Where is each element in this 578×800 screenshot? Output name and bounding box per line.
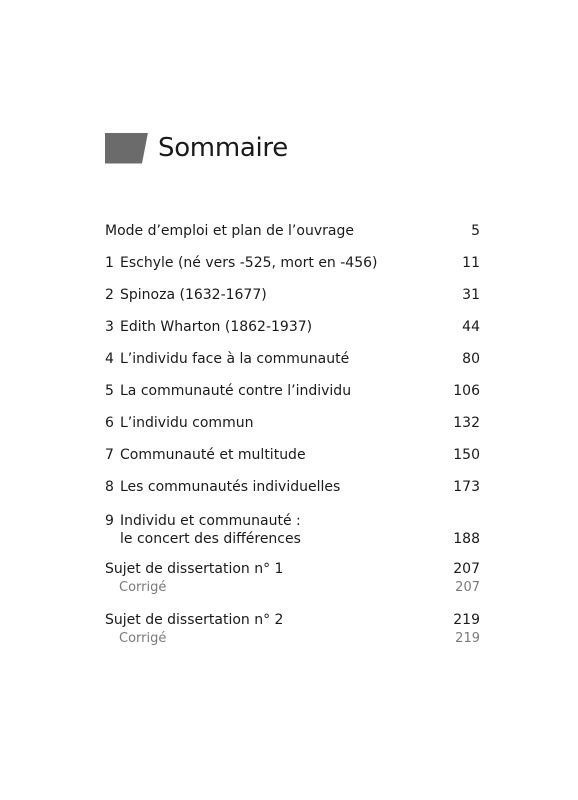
toc-entry-chapter-3 bbox=[105, 318, 480, 336]
toc-entry-page: 150 bbox=[453, 447, 480, 463]
toc-entry-page: 219 bbox=[453, 612, 480, 628]
title-marker-shape bbox=[105, 133, 148, 164]
toc-entry-label: Corrigé bbox=[119, 580, 167, 595]
chapter-number: 6 bbox=[105, 415, 114, 431]
chapter-number: 4 bbox=[105, 351, 114, 367]
chapter-number: 8 bbox=[105, 479, 114, 495]
toc-entry-label: La communauté contre l’individu bbox=[120, 383, 352, 399]
page-title-block bbox=[105, 131, 288, 165]
toc-entry-chapter-6 bbox=[105, 414, 480, 432]
toc-entry-subject-1 bbox=[105, 560, 480, 578]
chapter-number: 5 bbox=[105, 383, 114, 399]
toc-entry-page: 44 bbox=[462, 319, 480, 335]
toc-entry-chapter-9 bbox=[105, 512, 480, 548]
toc-entry-page: 207 bbox=[455, 580, 480, 595]
toc-entry-label: Eschyle (né vers -525, mort en -456) bbox=[120, 255, 378, 271]
toc-entry-chapter-4 bbox=[105, 350, 480, 368]
toc-entry-label: Communauté et multitude bbox=[120, 447, 306, 463]
chapter-number: 7 bbox=[105, 447, 114, 463]
toc-entry-label: L’individu face à la communauté bbox=[120, 351, 350, 367]
toc-entry-subject-2 bbox=[105, 611, 480, 629]
toc-entry-label: Sujet de dissertation n° 1 bbox=[105, 561, 284, 577]
toc-entry-label: Individu et communauté : le concert des différences bbox=[120, 513, 301, 547]
toc-entry-corrige-1 bbox=[105, 579, 480, 597]
toc-entry-page: 219 bbox=[455, 631, 480, 646]
toc-entry-chapter-8 bbox=[105, 478, 480, 496]
toc-entry-chapter-5 bbox=[105, 382, 480, 400]
toc-entry-label: Edith Wharton (1862-1937) bbox=[120, 319, 313, 335]
chapter-number: 3 bbox=[105, 319, 114, 335]
toc-entry-page: 188 bbox=[453, 531, 480, 547]
toc-entry-chapter-7 bbox=[105, 446, 480, 464]
chapter-number: 9 bbox=[105, 513, 114, 529]
page-title: Sommaire bbox=[158, 133, 288, 163]
toc-entry-label: Sujet de dissertation n° 2 bbox=[105, 612, 284, 628]
toc-entry-page: 106 bbox=[453, 383, 480, 399]
toc-entry-label: Les communautés individuelles bbox=[120, 479, 341, 495]
toc-entry-label: L’individu commun bbox=[120, 415, 254, 431]
toc-entry-page: 132 bbox=[453, 415, 480, 431]
toc-entry-chapter-2 bbox=[105, 286, 480, 304]
toc-entry-chapter-1 bbox=[105, 254, 480, 272]
toc-entry-intro bbox=[105, 222, 480, 240]
toc-entry-page: 5 bbox=[471, 223, 480, 239]
toc-entry-page: 31 bbox=[462, 287, 480, 303]
toc-entry-page: 173 bbox=[453, 479, 480, 495]
toc-entry-corrige-2 bbox=[105, 630, 480, 648]
toc-entry-page: 11 bbox=[462, 255, 480, 271]
chapter-number: 2 bbox=[105, 287, 114, 303]
toc-entry-label: Corrigé bbox=[119, 631, 167, 646]
chapter-number: 1 bbox=[105, 255, 114, 271]
toc-entry-label: Spinoza (1632-1677) bbox=[120, 287, 267, 303]
toc-entry-label: Mode d’emploi et plan de l’ouvrage bbox=[105, 223, 354, 239]
toc-entry-page: 207 bbox=[453, 561, 480, 577]
toc-entry-page: 80 bbox=[462, 351, 480, 367]
